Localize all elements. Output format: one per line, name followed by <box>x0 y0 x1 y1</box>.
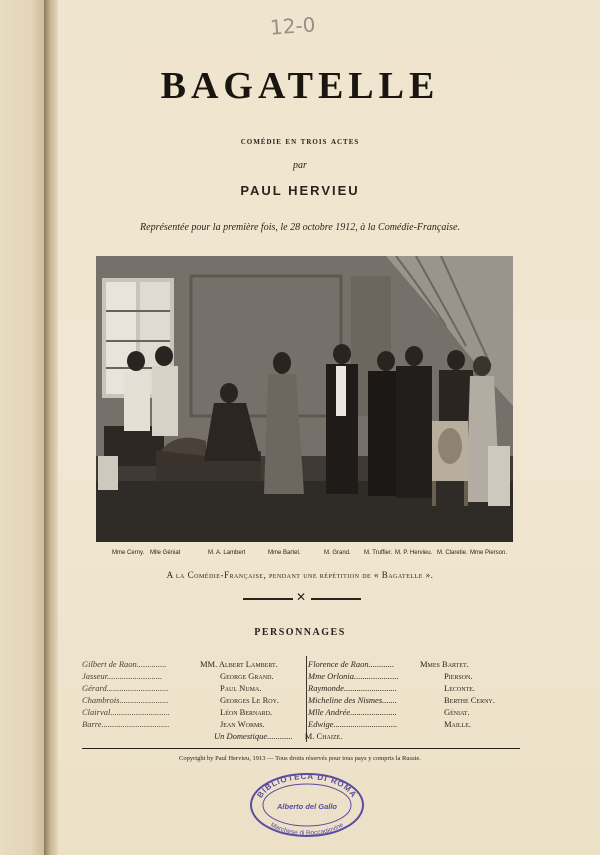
actor-name: Leconte. <box>444 683 475 693</box>
actor-name: Pierson. <box>444 671 473 681</box>
cast-name: Mlle Géniat <box>150 550 181 556</box>
divider-line-right <box>311 598 361 600</box>
copyright-notice: Copyright by Paul Hervieu, 1913 — Tous droits réservés pour tous pays y compris la Russie. <box>179 755 421 762</box>
actor-name: Léon Bernard. <box>220 707 273 717</box>
domestique-row <box>214 730 414 742</box>
cast-name: M. Truffier. <box>364 550 393 556</box>
role-entry: Mlle Andrée...................... <box>308 707 397 717</box>
decorative-divider <box>243 590 363 604</box>
actor-prefix: Mmes <box>420 659 440 669</box>
actor-entry <box>420 658 510 670</box>
rehearsal-photograph <box>96 256 513 542</box>
role-entry: Barre................................ <box>82 719 170 729</box>
cast-name: Mme Bartet. <box>268 550 301 556</box>
library-stamp <box>248 772 366 838</box>
stamp-text-top: BIBLIOTECA DI ROMA <box>255 772 359 800</box>
right-actors-column <box>420 658 510 730</box>
cast-name: M. Claretie. <box>437 550 468 556</box>
actor-name: Berthe Cerny. <box>444 695 495 705</box>
actor-prefix: MM. <box>200 659 218 669</box>
actor-name: Paul Numa. <box>220 683 262 693</box>
role-entry: Clairval............................ <box>82 707 170 717</box>
cast-name: Mme Pierson. <box>470 550 508 556</box>
role-entry: Gilbert de Raon.............. <box>82 659 167 669</box>
actor-name: Georges Le Roy. <box>220 695 280 705</box>
cast-name: Mme Cerny. <box>112 550 145 556</box>
stage-scene <box>96 256 513 542</box>
role-entry: Raymonde......................... <box>308 683 398 693</box>
svg-text:BIBLIOTECA DI ROMA <box>255 772 358 800</box>
left-actors-column <box>200 658 304 730</box>
cast-name: M. P. Hervieu. <box>395 550 433 556</box>
divider-ornament-icon: ✕ <box>296 590 307 604</box>
book-gutter <box>44 0 58 855</box>
stamp-text-bottom: Marchese di Roccagiovine <box>269 821 345 838</box>
left-roles-column <box>82 658 200 730</box>
cast-name: M. A. Lambert <box>208 550 246 556</box>
actor-name: M. Chaize. <box>304 731 343 741</box>
footer-rule <box>82 748 520 749</box>
photo-caption: A la Comédie-Française, pendant une répétition de « Bagatelle ». <box>166 570 434 580</box>
actor-name: Maille. <box>444 719 472 729</box>
by-label: par <box>293 160 307 171</box>
stamp-text-center: Alberto del Gallo <box>276 802 338 811</box>
personnages-heading: PERSONNAGES <box>254 627 346 638</box>
left-page-edge <box>0 0 44 855</box>
actor-name: Albert Lambert. <box>218 659 278 669</box>
actor-name: Bartet. <box>442 659 469 669</box>
actor-name: Jean Worms. <box>220 719 265 729</box>
play-subtitle: comédie en trois actes <box>240 136 360 147</box>
divider-line-left <box>243 598 293 600</box>
stamp-seal-icon <box>248 772 366 838</box>
role-entry: Chambrois....................... <box>82 695 169 705</box>
svg-text:Marchese di Roccagiovine <box>269 821 345 837</box>
role-entry: Un Domestique............ <box>214 731 293 741</box>
role-entry: Gérard............................. <box>82 683 169 693</box>
role-entry: Micheline des Nismes....... <box>308 695 397 705</box>
cast-name: M. Grand. <box>324 550 351 556</box>
right-roles-column <box>308 658 418 730</box>
photo-cast-names <box>112 550 512 562</box>
premiere-note: Représentée pour la première fois, le 28 octobre 1912, à la Comédie-Française. <box>140 222 460 233</box>
actor-entry <box>200 658 304 670</box>
handwritten-page-number: 12-0 <box>269 12 317 40</box>
role-entry: Florence de Raon............ <box>308 659 395 669</box>
actor-name: Géniat. <box>444 707 470 717</box>
actor-name: George Grand. <box>220 671 274 681</box>
role-entry: Edwige.............................. <box>308 719 398 729</box>
role-entry: Mme Orlonia..................... <box>308 671 399 681</box>
role-entry: Jasseur.......................... <box>82 671 163 681</box>
play-title: BAGATELLE <box>160 65 440 107</box>
author-name: PAUL HERVIEU <box>240 183 360 198</box>
